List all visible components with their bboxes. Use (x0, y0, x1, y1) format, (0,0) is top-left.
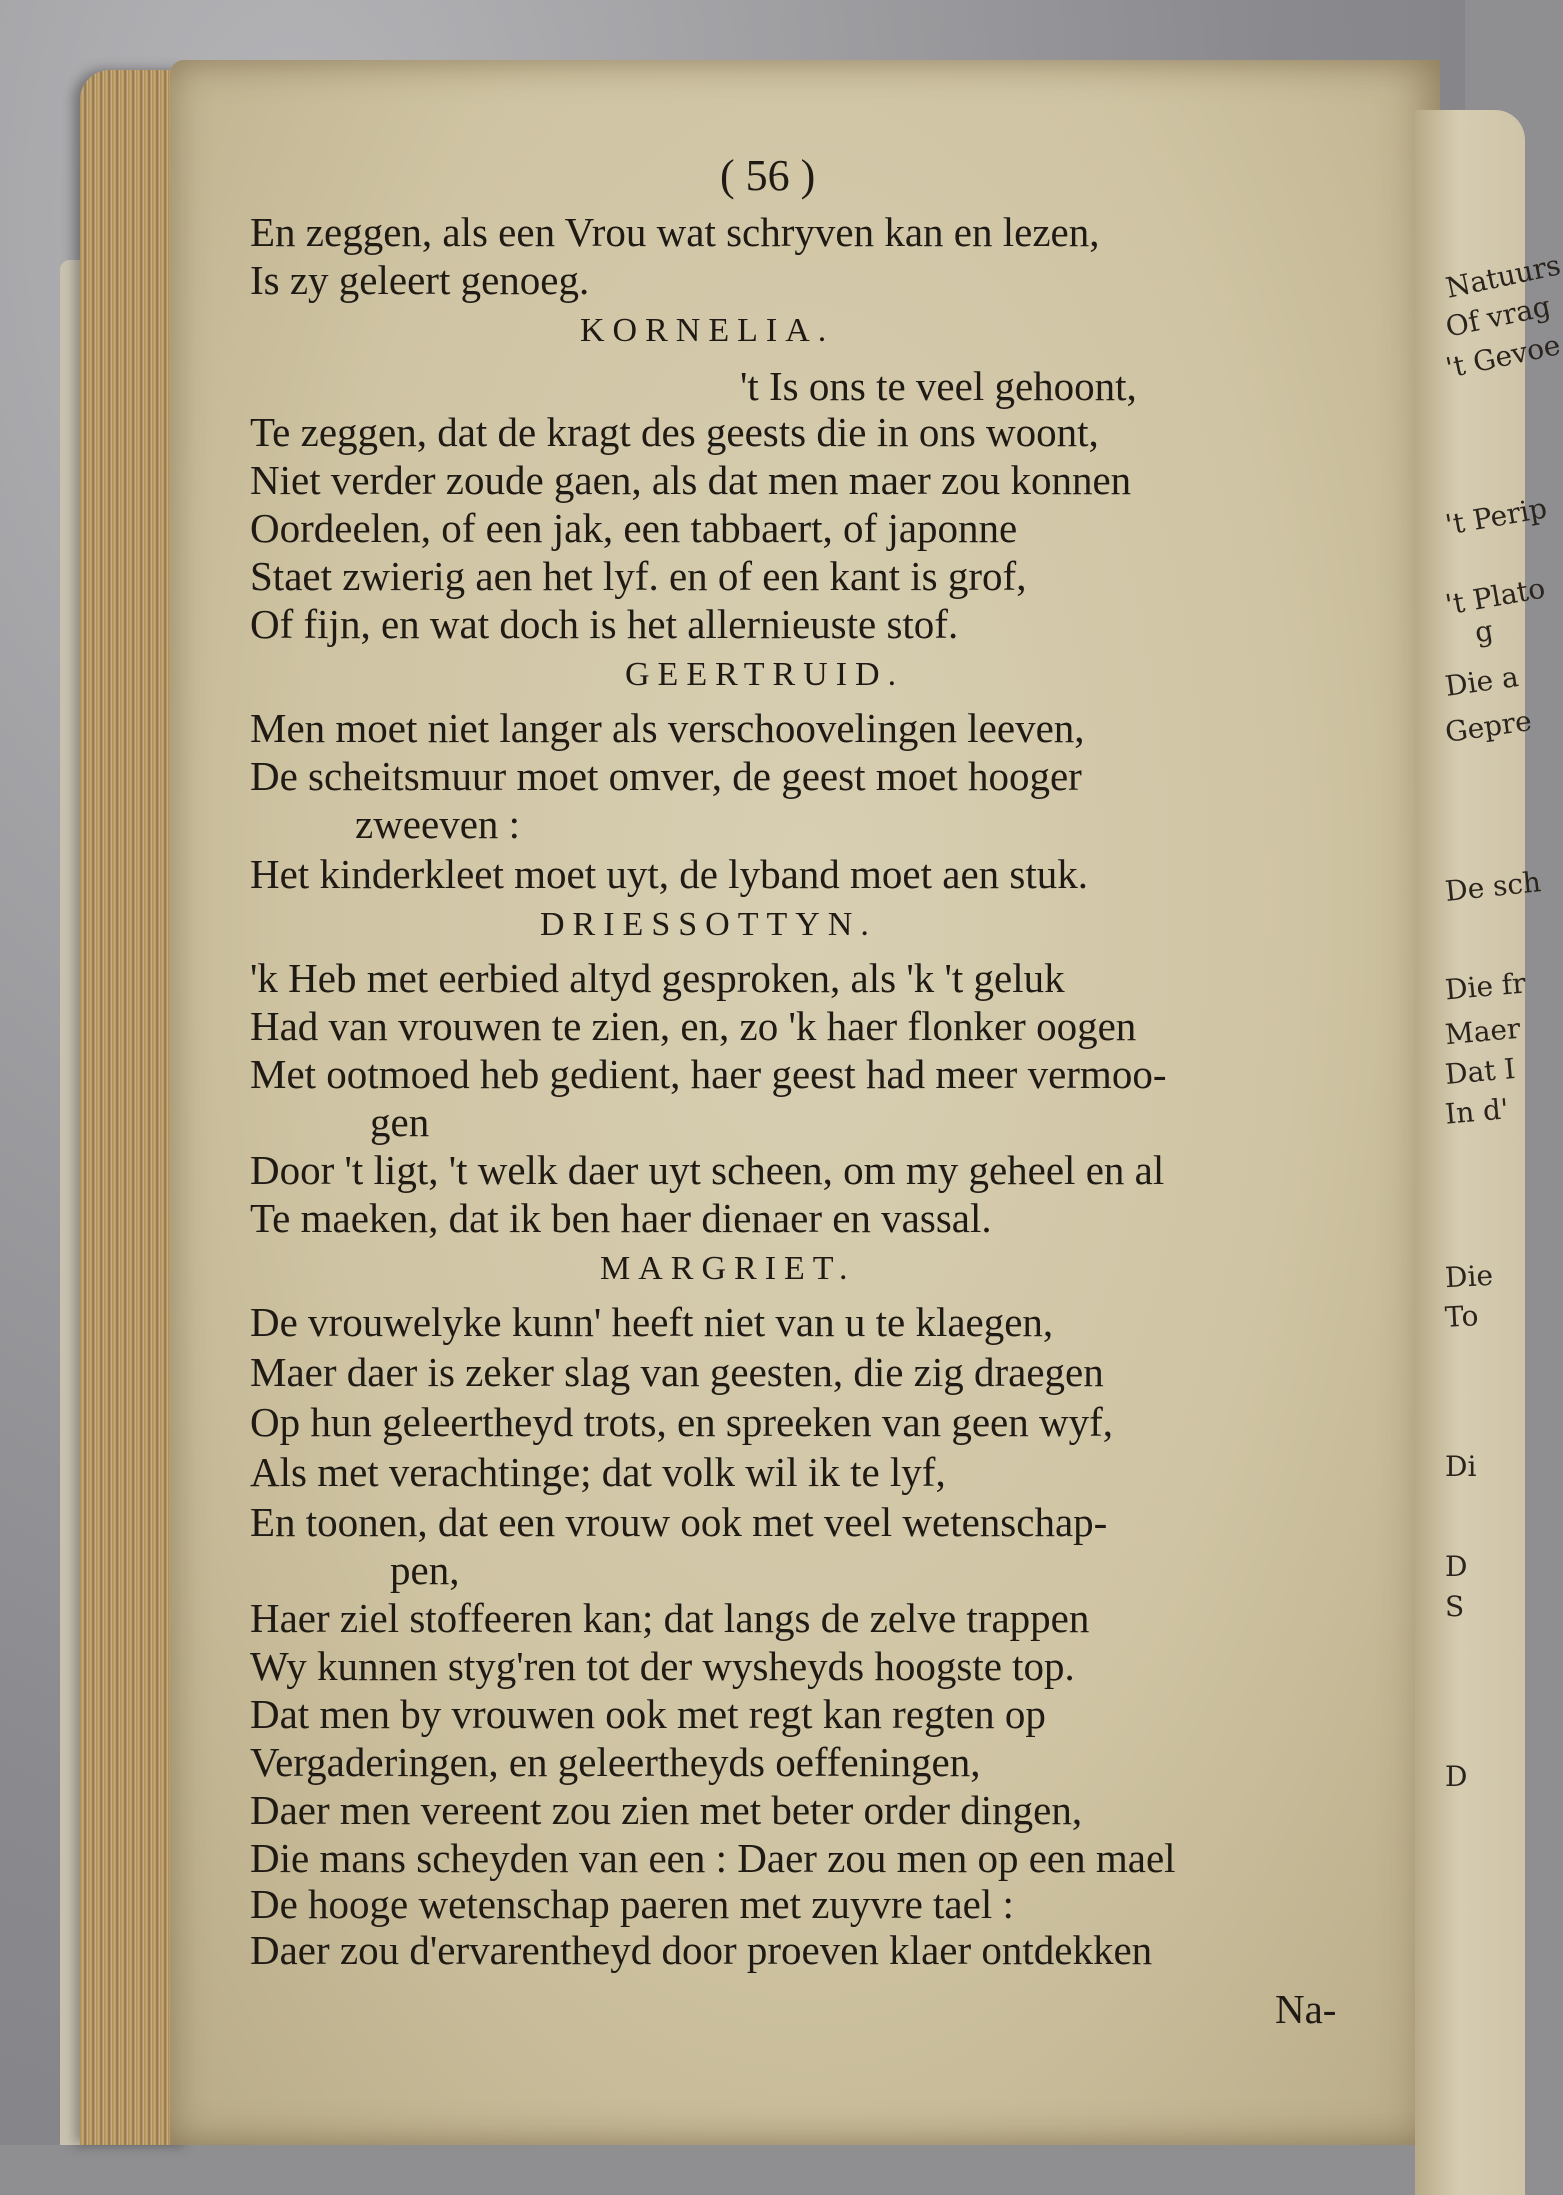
facing-fragment: g (1472, 613, 1496, 650)
verse-line: En toonen, dat een vrouw ook met veel wetenschap- (250, 1499, 1108, 1545)
verse-line: En zeggen, als een Vrou wat schryven kan en lezen, (250, 209, 1100, 255)
page-number: ( 56 ) (720, 151, 816, 200)
verse-line: gen (370, 1099, 430, 1145)
facing-fragment: To (1444, 1299, 1480, 1334)
verse-line: Als met verachtinge; dat volk wil ik te lyf, (250, 1449, 946, 1495)
catchword: Na- (1275, 1986, 1337, 2032)
verse-line: Daer men vereent zou zien met beter order dingen, (250, 1787, 1083, 1833)
facing-fragment: 't Perip (1442, 491, 1550, 542)
verse-line: Haer ziel stoffeeren kan; dat langs de zelve trappen (250, 1595, 1090, 1641)
facing-fragment: Die (1444, 1258, 1494, 1295)
facing-fragment: S (1445, 1590, 1465, 1623)
facing-fragment: D (1445, 1550, 1468, 1583)
facing-fragment: De sch (1443, 865, 1543, 908)
facing-fragment: Di (1445, 1450, 1477, 1483)
facing-fragment: Maer (1443, 1011, 1522, 1052)
verse-line: Dat men by vrouwen ook met regt kan regten op (250, 1691, 1046, 1737)
verse-line: Of fijn, en wat doch is het allernieuste stof. (250, 601, 959, 647)
verse-line: De scheitsmuur moet omver, de geest moet hooger (250, 753, 1082, 799)
speaker-heading: KORNELIA. (580, 312, 835, 349)
verse-line: Niet verder zoude gaen, als dat men maer zou konnen (250, 457, 1132, 503)
facing-fragment: Die fr (1443, 966, 1527, 1007)
verse-line: zweeven : (355, 801, 521, 847)
verse-line: Daer zou d'ervarentheyd door proeven klaer ontdekken (250, 1927, 1153, 1973)
facing-fragment: 't Plato (1442, 571, 1548, 622)
facing-fragment: Gepre (1443, 704, 1534, 749)
verse-line: 'k Heb met eerbied altyd gesproken, als 'k 't geluk (250, 955, 1065, 1001)
verse-line: Staet zwierig aen het lyf. en of een kant is grof, (250, 553, 1027, 599)
verse-line: 't Is ons te veel gehoont, (740, 363, 1137, 409)
facing-fragment: D (1445, 1760, 1468, 1793)
verse-line: De hooge wetenschap paeren met zuyvre tael : (250, 1881, 1014, 1927)
facing-fragment: Natuurs (1442, 248, 1563, 305)
verse-line: Had van vrouwen te zien, en, zo 'k haer flonker oogen (250, 1003, 1137, 1049)
verse-line: Vergaderingen, en geleertheyds oeffeningen, (250, 1739, 981, 1785)
verse-line: Die mans scheyden van een : Daer zou men op een mael (250, 1835, 1176, 1881)
verse-line: Maer daer is zeker slag van geesten, die zig draegen (250, 1349, 1104, 1395)
verse-line: Is zy geleert genoeg. (250, 257, 590, 303)
verse-line: pen, (390, 1547, 460, 1593)
verse-line: Te zeggen, dat de kragt des geests die in ons woont, (250, 409, 1099, 455)
facing-fragment: Die a (1443, 660, 1521, 703)
verse-line: Op hun geleertheyd trots, en spreeken van geen wyf, (250, 1399, 1113, 1445)
facing-fragment: Dat I (1443, 1051, 1517, 1092)
verse-line: De vrouwelyke kunn' heeft niet van u te klaegen, (250, 1299, 1054, 1345)
speaker-heading: GEERTRUID. (625, 656, 905, 693)
verse-line: Te maeken, dat ik ben haer dienaer en vassal. (250, 1195, 992, 1241)
verse-line: Men moet niet langer als verschoovelingen leeven, (250, 705, 1085, 751)
speaker-heading: DRIESSOTTYN. (540, 906, 877, 943)
verse-line: Met ootmoed heb gedient, haer geest had meer vermoo- (250, 1051, 1167, 1097)
speaker-heading: MARGRIET. (600, 1250, 856, 1287)
facing-fragment: Of vrag (1442, 289, 1554, 344)
verse-line: Het kinderkleet moet uyt, de lyband moet aen stuk. (250, 851, 1088, 897)
verse-line: Door 't ligt, 't welk daer uyt scheen, om my geheel en al (250, 1147, 1165, 1193)
verse-line: Oordeelen, of een jak, een tabbaert, of japonne (250, 505, 1018, 551)
right-page-fragment (1415, 110, 1563, 2195)
facing-fragment: 't Gevoe (1442, 328, 1563, 385)
facing-fragment: In d' (1443, 1092, 1510, 1131)
verse-line: Wy kunnen styg'ren tot der wysheyds hoogste top. (250, 1643, 1075, 1689)
